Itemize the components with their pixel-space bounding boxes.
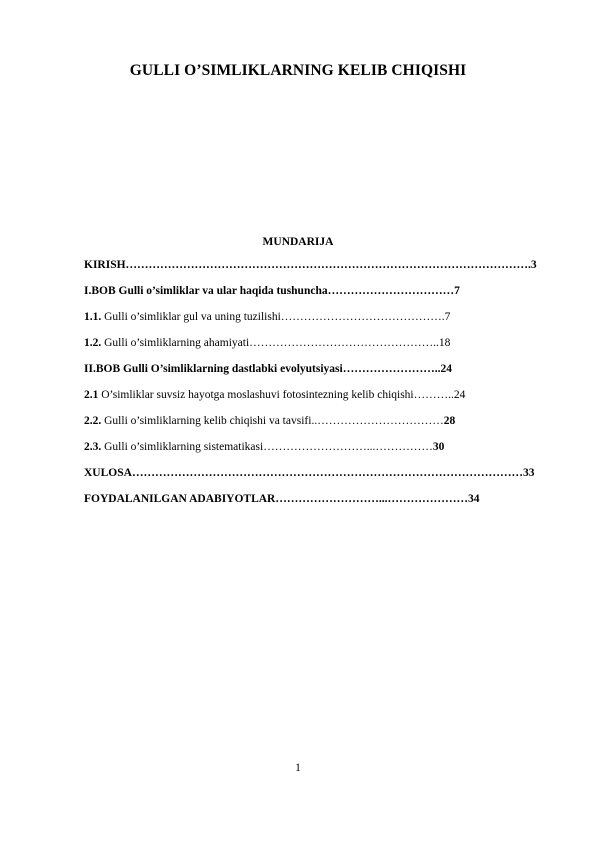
toc-entry-page: 7 — [454, 285, 460, 297]
toc-entry-dots: ………………………...…………… — [263, 441, 433, 453]
toc-entry-1-1[interactable] — [84, 310, 450, 324]
toc-entry-text: Gulli o’simliklar gul va uning tuzilishi — [101, 311, 281, 323]
toc-entry-page: 28 — [443, 415, 456, 427]
toc-entry-page: 24 — [440, 363, 452, 375]
toc-entry-number: 1.1. — [84, 311, 102, 323]
toc-entry-text: FOYDALANILGAN ADABIYOTLAR — [84, 493, 276, 505]
toc-entry-text: XULOSA — [84, 467, 132, 479]
toc-entry-page: 7 — [444, 311, 451, 323]
toc-entry-dots: ..…………………………… — [311, 415, 444, 427]
toc-entry-dots: …………………….. — [342, 363, 441, 375]
toc-entry-dots: ……………………………………. — [280, 311, 445, 323]
toc-entry-page: 3 — [530, 259, 537, 271]
toc-entry-text: O’simliklar suvsiz hayotga moslashuvi fotosintezning kelib chiqishi — [98, 389, 414, 401]
toc-entry-xulosa[interactable] — [84, 466, 534, 480]
toc-entry-number: 2.3. — [84, 441, 102, 453]
toc-entry-dots: …………………………… — [327, 285, 455, 297]
toc-entry-kirish[interactable] — [84, 258, 537, 272]
toc-entry-2-2[interactable] — [84, 414, 455, 428]
toc-entry-2-1[interactable] — [84, 388, 465, 402]
toc-entry-text: Gulli o’simliklarning sistematikasi — [101, 441, 264, 453]
toc-entry-2-3[interactable] — [84, 440, 444, 454]
toc-entry-chapter-1[interactable] — [84, 284, 460, 298]
toc-entry-text: I.BOB Gulli o’simliklar va ular haqida tushuncha — [84, 285, 328, 297]
toc-heading: MUNDARIJA — [262, 236, 334, 248]
toc-entry-page: 18 — [438, 337, 451, 349]
document-title: GULLI O’SIMLIKLARNING KELIB CHIQISHI — [129, 62, 467, 79]
toc-entry-page: 24 — [453, 389, 466, 401]
toc-entry-dots: ………………………………………………………………………………………… — [131, 467, 523, 479]
toc-entry-text: KIRISH — [84, 259, 126, 271]
toc-entry-references[interactable] — [84, 492, 480, 506]
toc-entry-text: Gulli o’simliklarning kelib chiqishi va tavsifi — [101, 415, 312, 427]
toc-entry-dots: ………………………...………………… — [275, 493, 468, 505]
toc-entry-dots: ………………………………………….. — [249, 337, 439, 349]
toc-entry-number: 2.1 — [84, 389, 99, 401]
page-number: 1 — [295, 762, 301, 774]
toc-entry-dots: ……….. — [413, 389, 454, 401]
toc-entry-number: 1.2. — [84, 337, 102, 349]
toc-entry-page: 33 — [522, 467, 535, 479]
toc-entry-chapter-2[interactable] — [84, 362, 452, 376]
toc-entry-number: 2.2. — [84, 415, 102, 427]
toc-entry-page: 34 — [468, 493, 480, 505]
toc-entry-dots: ……………………………………………………………………………………………. — [125, 259, 531, 271]
toc-entry-text: II.BOB Gulli O’simliklarning dastlabki evolyutsiyasi — [84, 363, 343, 375]
toc-entry-text: Gulli o’simliklarning ahamiyati — [101, 337, 250, 349]
toc-entry-1-2[interactable] — [84, 336, 450, 350]
toc-entry-page: 30 — [432, 441, 445, 453]
